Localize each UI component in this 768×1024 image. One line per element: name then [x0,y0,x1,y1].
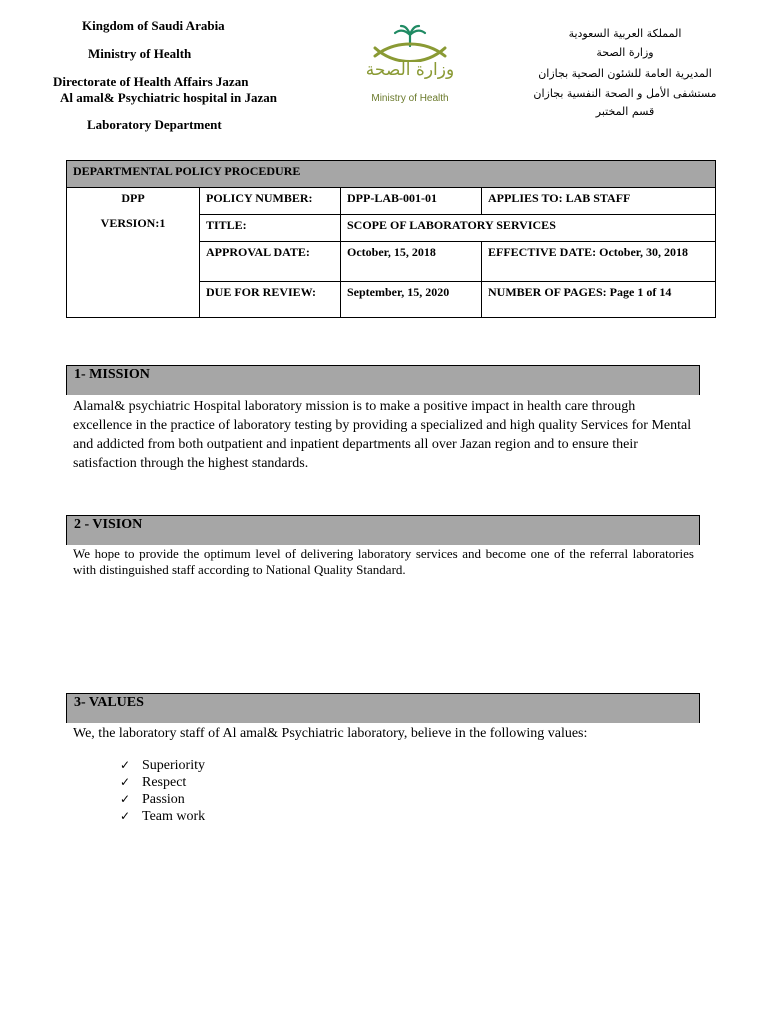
due-for-review-label: DUE FOR REVIEW: [200,282,341,318]
header-en-ministry: Ministry of Health [88,46,192,61]
approval-date-value: October, 15, 2018 [341,242,482,282]
header-en-directorate: Directorate of Health Affairs Jazan [53,74,249,89]
value-label: Team work [142,809,206,824]
mission-heading: 1- MISSION [66,365,700,395]
policy-number-value: DPP-LAB-001-01 [341,188,482,215]
header-ar-country: المملكة العربية السعودية [568,27,682,40]
value-label: Superiority [142,758,205,773]
values-list [120,757,205,825]
vision-text: We hope to provide the optimum level of delivering laboratory services and become one of the referral laboratories with distinguished staff according to National Quality Standard. [73,546,694,577]
title-value: SCOPE OF LABORATORY SERVICES [341,215,716,242]
header-ar-ministry: وزارة الصحة [596,46,654,59]
header-en-department: Laboratory Department [87,117,222,132]
due-for-review-value: September, 15, 2020 [341,282,482,318]
effective-date: EFFECTIVE DATE: October, 30, 2018 [482,242,716,282]
approval-date-label: APPROVAL DATE: [200,242,341,282]
value-label: Passion [142,792,185,807]
list-item [120,774,205,791]
title-label: TITLE: [200,215,341,242]
header-ar-hospital: مستشفى الأمل و الصحة النفسية بجازان [533,87,717,100]
checkmark-icon: ✓ [120,775,131,789]
list-item [120,791,205,808]
palm-crossed-swords-icon [355,22,465,62]
number-of-pages: NUMBER OF PAGES: Page 1 of 14 [482,282,716,318]
policy-info-table [66,160,716,318]
logo-english-text: Ministry of Health [371,93,449,104]
policy-number-label: POLICY NUMBER: [200,188,341,215]
header-en-hospital: Al amal& Psychiatric hospital in Jazan [60,90,278,105]
value-label: Respect [142,775,187,790]
header-ar-department: قسم المختبر [595,105,655,118]
checkmark-icon: ✓ [120,809,131,823]
list-item [120,757,205,774]
applies-to: APPLIES TO: LAB STAFF [482,188,716,215]
checkmark-icon: ✓ [120,758,131,772]
logo-arabic-text: وزارة الصحة [365,60,455,80]
checkmark-icon: ✓ [120,792,131,806]
header-en-country: Kingdom of Saudi Arabia [82,18,225,33]
version-label: VERSION:1 [100,216,166,230]
header-ar-directorate: المديرية العامة للشئون الصحية بجازان [538,67,712,80]
values-intro: We, the laboratory staff of Al amal& Psychiatric laboratory, believe in the following values: [73,726,588,741]
values-heading: 3- VALUES [66,693,700,723]
dpp-version-cell [67,188,200,318]
policy-banner: DEPARTMENTAL POLICY PROCEDURE [67,161,716,188]
vision-heading: 2 - VISION [66,515,700,545]
list-item [120,808,205,825]
dpp-label: DPP [121,191,145,205]
mission-text: Alamal& psychiatric Hospital laboratory mission is to make a positive impact in health care through excellence in the practice of laboratory testing by providing a specialized and high quality Services for Mental and addicted from both outpatient and inpatient departments all over Jazan region and to ensure their satisfaction through the highest standards. [73,399,692,471]
